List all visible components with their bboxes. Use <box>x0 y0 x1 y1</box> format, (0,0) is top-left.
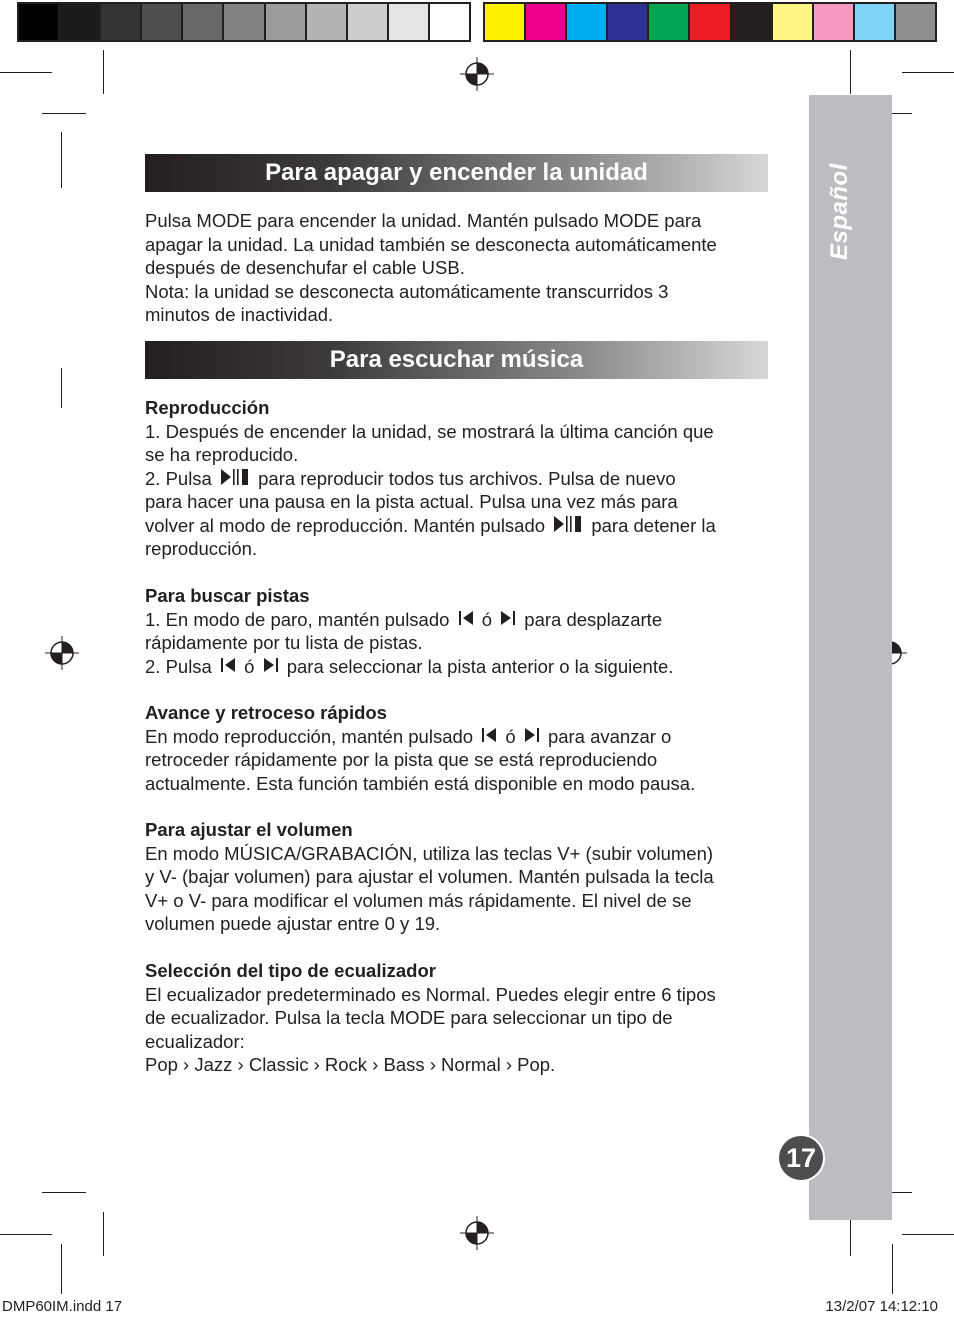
search-block <box>145 584 775 678</box>
text-fragment: ó <box>505 725 516 747</box>
text-fragment: 2. Pulsa <box>145 467 212 489</box>
crop-mark <box>850 50 851 94</box>
language-side-tab <box>809 95 892 1220</box>
color-swatch <box>224 4 265 40</box>
text-line: El ecualizador predeterminado es Normal. Puedes elegir entre 6 tipos <box>145 983 716 1005</box>
color-swatch <box>773 4 814 40</box>
text-fragment: para reproducir todos tus archivos. Pulsa de nuevo <box>258 467 676 489</box>
text-line: rápidamente por tu lista de pistas. <box>145 632 423 653</box>
process-color-bar <box>483 2 937 42</box>
color-swatch <box>690 4 731 40</box>
text-line <box>145 514 775 538</box>
crop-mark <box>0 1234 52 1235</box>
text-line <box>145 655 775 679</box>
section-heading-music: Para escuchar música <box>145 341 768 379</box>
text-fragment: 2. Pulsa <box>145 655 212 677</box>
playback-block <box>145 396 775 561</box>
previous-track-icon <box>457 608 475 628</box>
color-swatch <box>266 4 307 40</box>
color-swatch <box>101 4 142 40</box>
next-track-icon <box>499 608 517 628</box>
text-line: ecualizador: <box>145 1030 245 1052</box>
crop-mark <box>61 1244 62 1294</box>
color-swatch <box>649 4 690 40</box>
crop-mark <box>902 1234 954 1235</box>
text-fragment: para seleccionar la pista anterior o la siguiente. <box>286 655 674 677</box>
crop-mark <box>61 132 62 188</box>
color-swatch <box>60 4 101 40</box>
footer-timestamp: 13/2/07 14:12:10 <box>825 1298 938 1315</box>
subsection-title: Para buscar pistas <box>145 585 310 606</box>
previous-track-icon <box>480 725 498 745</box>
subsection-title: Reproducción <box>145 397 270 418</box>
color-swatch <box>389 4 430 40</box>
text-line: 1. Después de encender la unidad, se mostrará la última canción que <box>145 420 714 442</box>
text-fragment: para desplazarte <box>524 608 663 630</box>
text-line: apagar la unidad. La unidad también se desconecta automáticamente <box>145 233 717 255</box>
text-line: se ha reproducido. <box>145 444 299 465</box>
crop-mark <box>0 72 52 73</box>
text-line: retroceder rápidamente por la pista que se está reproduciendo <box>145 749 658 770</box>
crop-mark <box>42 113 86 114</box>
subsection-title: Avance y retroceso rápidos <box>145 702 387 723</box>
color-swatch <box>567 4 608 40</box>
crop-mark <box>61 368 62 408</box>
volume-block <box>145 818 775 936</box>
color-swatch <box>307 4 348 40</box>
next-track-icon <box>523 725 541 745</box>
crop-mark <box>103 50 104 94</box>
text-fragment: ó <box>481 608 493 630</box>
text-line <box>145 608 775 632</box>
language-label: Español <box>826 163 853 260</box>
color-swatch <box>526 4 567 40</box>
color-swatch <box>142 4 183 40</box>
equalizer-block <box>145 959 775 1077</box>
next-track-icon <box>262 655 280 675</box>
color-swatch <box>19 4 60 40</box>
color-swatch <box>732 4 773 40</box>
color-swatch <box>855 4 896 40</box>
subsection-title: Para ajustar el volumen <box>145 819 353 840</box>
color-swatch <box>430 4 469 40</box>
text-line: reproducción. <box>145 538 258 559</box>
registration-mark-icon <box>460 1216 494 1250</box>
color-swatch <box>814 4 855 40</box>
play-pause-icon <box>552 514 584 534</box>
text-line: actualmente. Esta función también está disponible en modo pausa. <box>145 772 696 794</box>
text-line: después de desenchufar el cable USB. <box>145 257 465 278</box>
color-swatch <box>608 4 649 40</box>
text-fragment: En modo reproducción, mantén pulsado <box>145 725 474 747</box>
text-line: En modo MÚSICA/GRABACIÓN, utiliza las teclas V+ (subir volumen) <box>145 842 714 864</box>
text-fragment: para avanzar o <box>547 725 672 747</box>
color-swatch <box>183 4 224 40</box>
color-swatch <box>485 4 526 40</box>
previous-track-icon <box>219 655 237 675</box>
text-fragment: 1. En modo de paro, mantén pulsado <box>145 608 450 630</box>
section-heading-power: Para apagar y encender la unidad <box>145 154 768 192</box>
crop-mark <box>103 1212 104 1256</box>
text-line: V+ o V- para modificar el volumen más rápidamente. El nivel de se <box>145 889 692 911</box>
text-line: minutos de inactividad. <box>145 304 334 325</box>
text-line <box>145 467 775 491</box>
gray-color-bar <box>17 2 471 42</box>
page-number: 17 <box>779 1136 823 1180</box>
footer-filename: DMP60IM.indd 17 <box>2 1298 123 1315</box>
text-line <box>145 725 775 749</box>
registration-mark-icon <box>460 57 494 91</box>
crop-mark <box>902 72 954 73</box>
text-line: para hacer una pausa en la pista actual. Pulsa una vez más para <box>145 491 678 512</box>
text-fragment: ó <box>244 655 255 677</box>
registration-mark-icon <box>45 636 79 670</box>
text-line: Pulsa MODE para encender la unidad. Mantén pulsado MODE para <box>145 210 702 231</box>
color-swatch <box>348 4 389 40</box>
ffrew-block <box>145 701 775 795</box>
text-line: y V- (bajar volumen) para ajustar el volumen. Mantén pulsada la tecla <box>145 866 714 887</box>
text-fragment: para detener la <box>591 514 716 536</box>
play-pause-icon <box>219 467 251 487</box>
subsection-title: Selección del tipo de ecualizador <box>145 960 436 981</box>
color-swatch <box>896 4 935 40</box>
text-line: Nota: la unidad se desconecta automáticamente transcurridos 3 <box>145 280 669 302</box>
text-line: Pop › Jazz › Classic › Rock › Bass › Normal › Pop. <box>145 1054 556 1075</box>
crop-mark <box>42 1192 86 1193</box>
text-line: de ecualizador. Pulsa la tecla MODE para seleccionar un tipo de <box>145 1007 673 1028</box>
text-fragment: volver al modo de reproducción. Mantén pulsado <box>145 514 546 536</box>
power-paragraph <box>145 209 775 327</box>
crop-mark <box>892 1244 893 1294</box>
text-line: volumen puede ajustar entre 0 y 19. <box>145 913 441 934</box>
